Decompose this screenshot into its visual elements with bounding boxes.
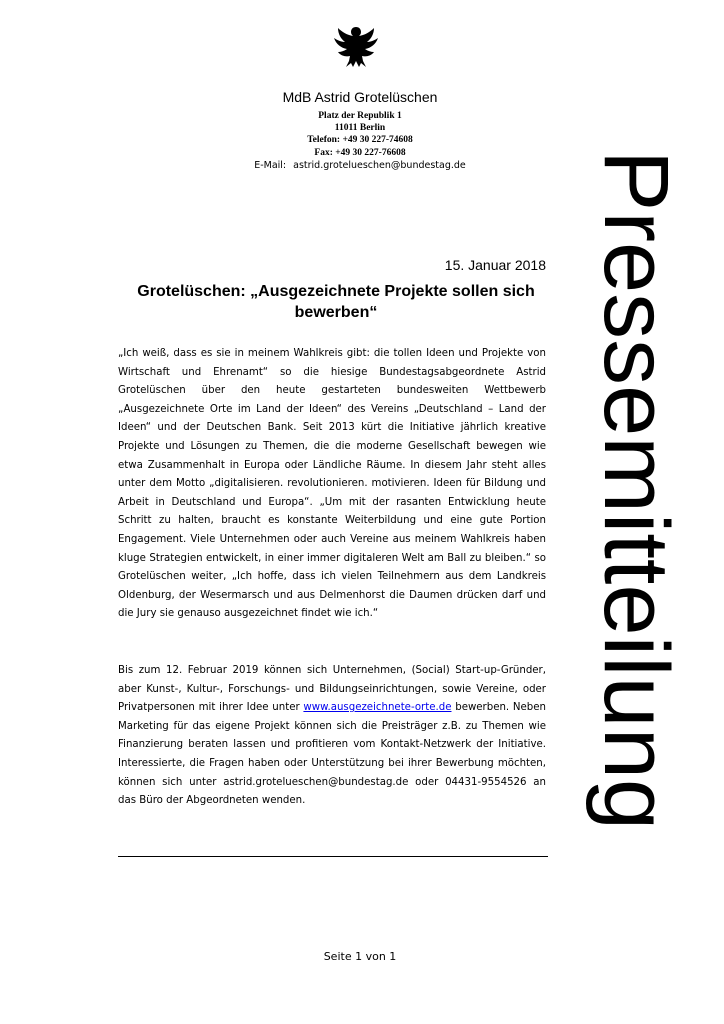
- paragraph-2-text-a: Bis zum 12. Februar 2019 können sich Unternehmen, (Social) Start-up-Gründer, aber Kunst-, Kultur-, Forschungs- und Bildungseinrichtungen, sowie Vereine, oder Privatpersonen mit ihrer Idee unter: [118, 665, 546, 714]
- address-street: Platz der Republik 1: [318, 111, 402, 121]
- address-email: [190, 160, 530, 172]
- contest-website-link[interactable]: www.ausgezeichnete-orte.de: [303, 702, 452, 714]
- body-paragraph-2: [118, 662, 546, 811]
- federal-eagle-logo: [332, 25, 380, 69]
- release-date: 15. Januar 2018: [444, 257, 546, 273]
- page-number: Seite 1 von 1: [323, 950, 397, 963]
- vertical-title-container: [556, 115, 716, 865]
- email-label: E-Mail:: [254, 160, 287, 171]
- email-address[interactable]: astrid.grotelueschen@bundestag.de: [293, 160, 466, 171]
- paragraph-2-text-b: bewerben. Neben Marketing für das eigene Projekt können sich die Preisträger z.B. zu Themen wie Finanzierung beraten lassen und profitieren vom Kontakt-Netzwerk der Initiative. Interessierte, die Fragen haben oder Unterstützung bei ihrer Bewerbung möchten, können sich unter astrid.grotelueschen@bundestag.de oder 04431-9554526 an das Büro der Abgeordneten wenden.: [118, 702, 546, 807]
- address-phone: Telefon: +49 30 227-74608: [307, 135, 413, 145]
- member-name: MdB Astrid Grotelüschen: [282, 89, 438, 105]
- address-fax: Fax: +49 30 227-76608: [314, 148, 406, 158]
- vertical-title: Pressemitteilung: [585, 149, 688, 831]
- address-city: 11011 Berlin: [334, 123, 386, 133]
- footer-divider: [118, 856, 548, 857]
- headline: Grotelüschen: „Ausgezeichnete Projekte sollen sich bewerben“: [137, 283, 535, 321]
- body-paragraph-1: „Ich weiß, dass es sie in meinem Wahlkreis gibt: die tollen Ideen und Projekte von Wirtschaft und Ehrenamt“ so die hiesige Bundestagsabgeordnete Astrid Grotelüschen über den heute gestarteten bundesweiten Wettbewerb „Ausgezeichnete Orte im Land der Ideen“ des Vereins „Deutschland – Land der Ideen“ und der Deutschen Bank. Seit 2013 kürt die Initiative jährlich kreative Projekte und Lösungen zu Themen, die die moderne Gesellschaft bewegen wie etwa Zusammenhalt in Europa oder Ländliche Räume. In diesem Jahr steht alles unter dem Motto „digitalisieren. revolutionieren. motivieren. Ideen für Bildung und Arbeit in Deutschland und Europa“. „Um mit der rasanten Entwicklung heute Schritt zu halten, braucht es konstante Weiterbildung und eine gute Portion Engagement. Viele Unternehmen oder auch Vereine aus meinem Wahlkreis haben kluge Strategien entwickelt, in einer immer digitaleren Welt am Ball zu bleiben.“ so Grotelüschen weiter, „Ich hoffe, dass ich vielen Teilnehmern aus dem Landkreis Oldenburg, der Wesermarsch und aus Delmenhorst die Daumen drücken darf und die Jury sie genauso ausgezeichnet findet wie ich.“: [118, 348, 546, 620]
